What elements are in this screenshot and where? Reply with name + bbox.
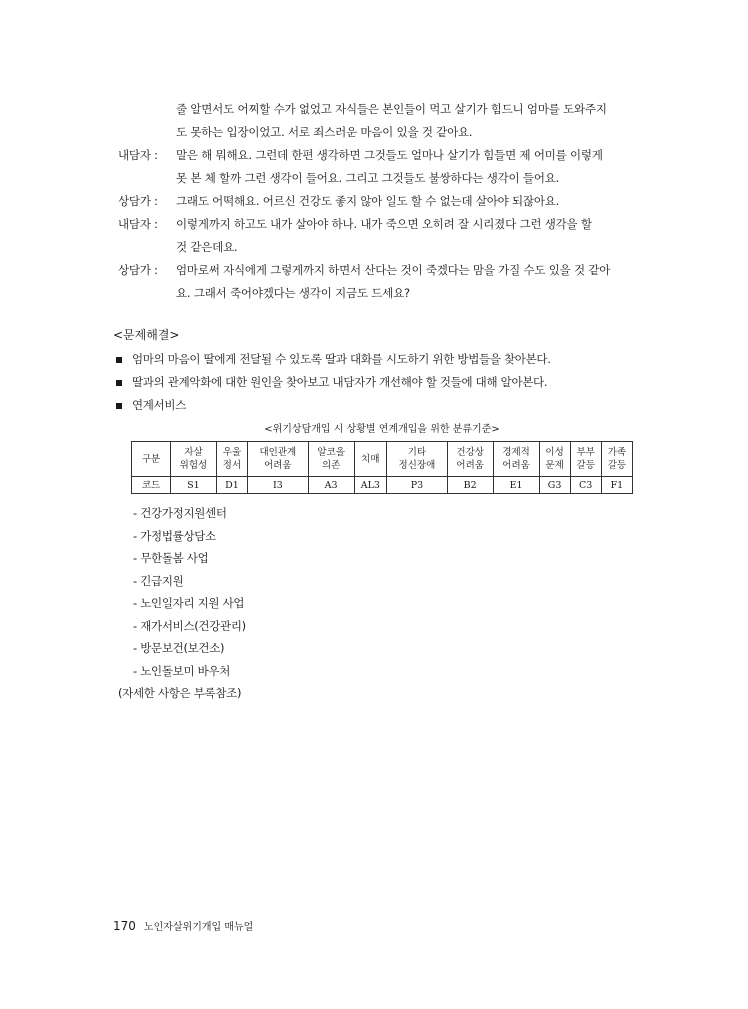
category-code-cell: A3 <box>308 477 354 494</box>
dialogue-line <box>118 121 648 144</box>
speaker-label: 상담가 : <box>118 263 158 277</box>
counseling-dialogue <box>118 98 648 305</box>
category-name-line1: 기타 <box>407 447 427 458</box>
dialogue-text: 그래도 어떡해요. 어르신 건강도 좋지 않아 일도 할 수 없는데 살아야 되잖아요. <box>176 194 560 208</box>
table-code-row <box>132 477 633 494</box>
linked-services-list <box>133 502 246 682</box>
category-name-line1: 경제적 <box>502 447 530 458</box>
dialogue-line <box>118 144 648 167</box>
category-name-line1: 가족 <box>607 447 627 458</box>
bullet-list <box>110 348 670 417</box>
dialogue-line <box>118 236 648 259</box>
table-caption: <위기상담개입 시 상황별 연계개입을 위한 분류기준> <box>264 424 500 435</box>
service-item: - 방문보건(보건소) <box>133 641 225 655</box>
category-header-cell <box>601 442 632 477</box>
bullet-item <box>110 348 670 371</box>
dialogue-text: 도 못하는 입장이었고. 서로 죄스러운 마음이 있을 것 같아요. <box>176 125 473 139</box>
speaker-label: 상담가 : <box>118 194 158 208</box>
category-code-cell: D1 <box>216 477 247 494</box>
category-code-cell: C3 <box>570 477 601 494</box>
dialogue-text: 줄 알면서도 어찌할 수가 없었고 자식들은 본인들이 먹고 살기가 힘드니 엄마를 도와주지 <box>176 102 607 116</box>
category-code-cell: I3 <box>248 477 309 494</box>
dialogue-line <box>118 213 648 236</box>
category-name-line2: 어려움 <box>264 460 292 471</box>
services-note: (자세한 사항은 부록참조) <box>118 686 242 700</box>
category-name-line2: 갈등 <box>576 460 595 471</box>
dialogue-text: 이렇게까지 하고도 내가 살아야 하나. 내가 죽으면 오히려 잘 시리졌다 그런 생각을 할 <box>176 217 592 231</box>
category-name-line1: 대인관계 <box>259 447 297 458</box>
category-header-cell <box>354 442 387 477</box>
service-item: - 긴급지원 <box>133 573 184 588</box>
category-name-line2: 정서 <box>222 460 242 471</box>
dialogue-text: 말은 해 뭐해요. 그런데 한편 생각하면 그것들도 얼마나 살기가 힘들면 제 어미를 이렇게 <box>176 148 603 162</box>
category-code-cell: AL3 <box>354 477 387 494</box>
header-label-cell: 구분 <box>132 442 171 477</box>
category-header-cell <box>171 442 217 477</box>
speaker-label <box>118 167 176 190</box>
dialogue-text: 못 본 체 할까 그런 생각이 들어요. 그리고 그것들도 불쌍하다는 생각이 들어요. <box>176 171 560 185</box>
category-name-line1: 알코올 <box>317 447 345 458</box>
service-item: - 무한돌봄 사업 <box>133 551 209 565</box>
section-title: <문제해결> <box>113 328 180 342</box>
service-item: - 노인일자리 지원 사업 <box>133 596 245 610</box>
category-code-cell: S1 <box>171 477 217 494</box>
speaker-label <box>118 98 176 121</box>
speaker-label: 내담자 : <box>118 148 158 162</box>
category-name-line2: 의존 <box>321 460 341 471</box>
square-bullet-icon <box>116 380 122 386</box>
category-header-cell <box>387 442 448 477</box>
service-item: - 가정법률상담소 <box>133 528 216 543</box>
category-code-cell: B2 <box>447 477 493 494</box>
dialogue-line <box>118 259 648 282</box>
category-header-cell <box>216 442 247 477</box>
bullet-text: 엄마의 마음이 딸에게 전달될 수 있도록 딸과 대화를 시도하기 위한 방법들을 찾아본다. <box>132 352 551 366</box>
category-code-cell: F1 <box>601 477 632 494</box>
service-item: - 건강가정지원센터 <box>133 506 227 520</box>
category-name-line1: 자살 <box>184 447 203 458</box>
category-code-cell: P3 <box>387 477 448 494</box>
category-name-line2: 갈등 <box>607 460 627 471</box>
dialogue-line <box>118 167 648 190</box>
page-footer <box>113 918 253 933</box>
speaker-label <box>118 236 176 259</box>
category-code-cell: E1 <box>493 477 539 494</box>
category-header-cell <box>493 442 539 477</box>
category-name-line2: 어려움 <box>502 460 530 471</box>
speaker-label <box>118 121 176 144</box>
dialogue-text: 요. 그래서 죽어야겠다는 생각이 지금도 드세요? <box>176 286 410 300</box>
category-header-cell <box>570 442 601 477</box>
bullet-item <box>110 394 670 417</box>
dialogue-text: 엄마로써 자식에게 그렇게까지 하면서 산다는 것이 죽겠다는 맘을 가질 수도 있을 것 같아 <box>176 263 611 277</box>
category-header-cell <box>539 442 570 477</box>
dialogue-line <box>118 282 648 305</box>
category-header-cell <box>248 442 309 477</box>
category-name-line1: 치매 <box>361 453 380 465</box>
category-name-line2: 문제 <box>545 460 564 471</box>
category-code-cell: G3 <box>539 477 570 494</box>
page-number: 170 <box>113 919 136 933</box>
category-name-line1: 건강상 <box>456 447 484 458</box>
category-name-line1: 우울 <box>222 447 242 458</box>
table-header-row <box>132 442 633 477</box>
square-bullet-icon <box>116 403 122 409</box>
category-name-line2: 위험성 <box>179 460 208 471</box>
speaker-label: 내담자 : <box>118 217 158 231</box>
classification-table <box>131 441 633 494</box>
category-name-line2: 어려움 <box>456 460 484 471</box>
dialogue-text: 것 같은데요. <box>176 240 238 254</box>
bullet-item <box>110 371 670 394</box>
service-item: - 재가서비스(건강관리) <box>133 618 246 633</box>
category-name-line1: 이성 <box>545 447 564 458</box>
bullet-text: 연계서비스 <box>132 398 187 412</box>
category-name-line2: 정신장애 <box>398 460 436 471</box>
category-name-line1: 부부 <box>576 447 595 458</box>
dialogue-line <box>118 190 648 213</box>
category-header-cell <box>308 442 354 477</box>
footer-title: 노인자살위기개입 매뉴얼 <box>143 922 254 933</box>
dialogue-line <box>118 98 648 121</box>
bullet-text: 딸과의 관계악화에 대한 원인을 찾아보고 내담자가 개선해야 할 것들에 대해 알아본다. <box>132 375 548 389</box>
service-item: - 노인돌보미 바우처 <box>133 663 231 678</box>
square-bullet-icon <box>116 357 122 363</box>
category-header-cell <box>447 442 493 477</box>
speaker-label <box>118 282 176 305</box>
code-label-cell: 코드 <box>132 477 171 494</box>
